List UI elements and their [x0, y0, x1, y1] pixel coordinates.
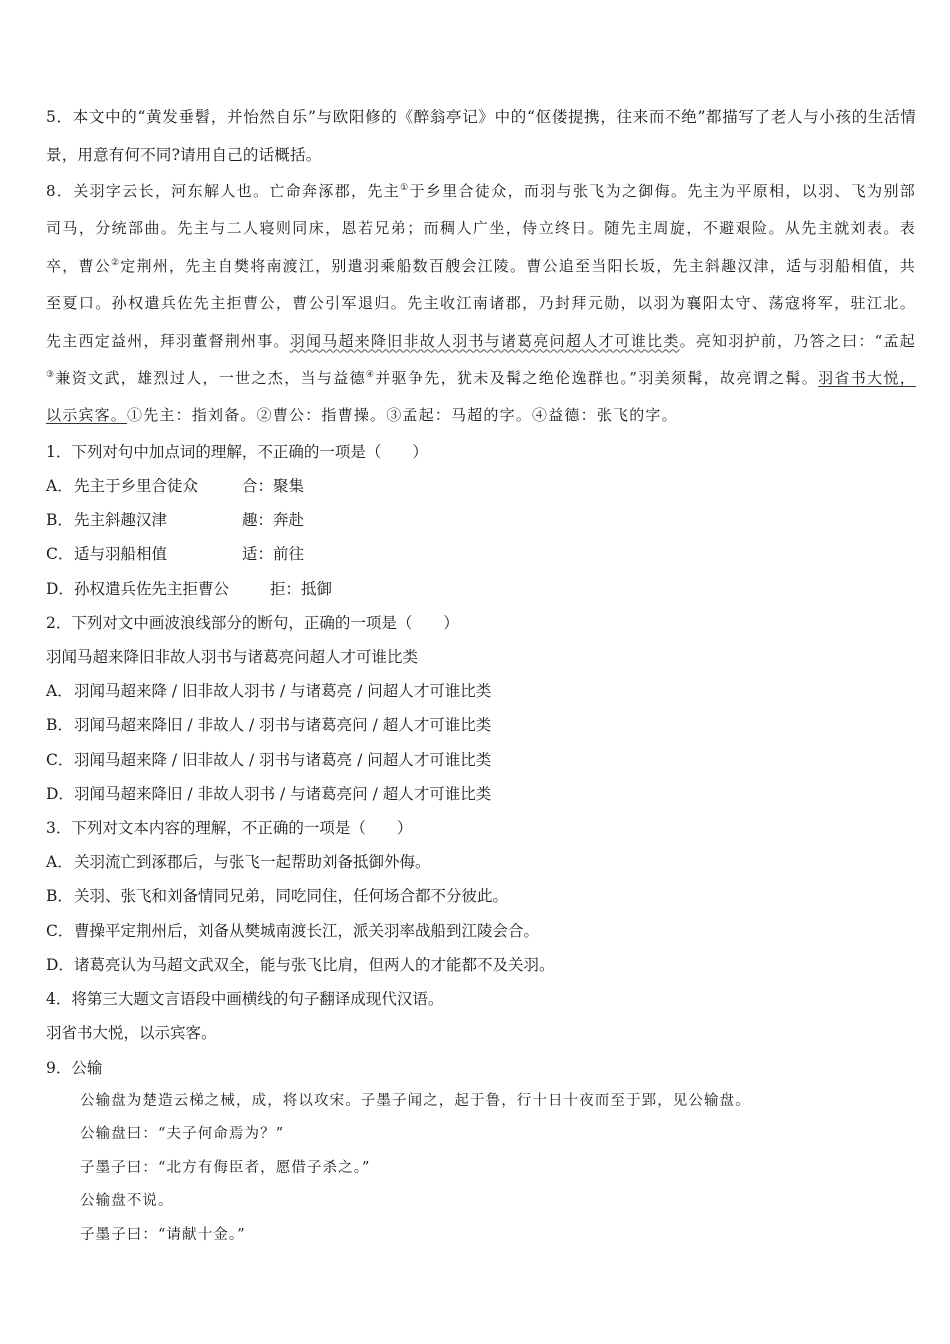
option-label: A．	[46, 477, 73, 496]
option-label: C．	[46, 545, 74, 564]
option-text: 羽闻马超来降旧 / 非故人 / 羽书与诸葛亮问 / 超人才可谁比类	[74, 716, 492, 735]
option-label: D．	[46, 955, 74, 974]
sub-question-4-quote: 羽省书大悦，以示宾客。	[46, 1024, 217, 1043]
sub-question-3-option-c[interactable]	[46, 914, 916, 948]
sub-question-1-option-c[interactable]	[46, 537, 916, 571]
sub-question-1-stem: 1．下列对句中加点词的理解，不正确的一项是（ ）	[46, 442, 428, 461]
passage-line: 公输盘曰：“夫子何命焉为？”	[80, 1126, 285, 1143]
underlined-sentence: 羽省书大悦，以示宾客。	[46, 369, 916, 425]
option-text: 关羽、张飞和刘备情同兄弟，同吃同住，任何场合都不分彼此。	[74, 887, 509, 906]
option-gloss: 拒：抵御	[270, 579, 333, 598]
sub-question-2-stem: 2．下列对文中画波浪线部分的断句，正确的一项是（ ）	[46, 613, 459, 632]
option-text: 羽闻马超来降 / 旧非故人羽书 / 与诸葛亮 / 问超人才可谁比类	[74, 682, 492, 701]
passage-part-2: 于乡里合徒众，而羽与张飞为之御侮。先主为平原相，以羽、飞为别部司马，分统部曲。先主与二人寝则同床，恩若兄弟；而稠人广坐，侍立终日。随先主周旋，不避艰险。从先主就刘表。表卒，曹公	[46, 182, 916, 275]
passage-footnotes: ①先主：指刘备。②曹公：指曹操。③孟起：马超的字。④益德：张飞的字。	[127, 406, 678, 425]
question-5-text: 5．本文中的“黄发垂髫，并怡然自乐”与欧阳修的《醉翁亭记》中的“伛偻提携，往来而不绝”都描写了老人与小孩的生活情景，用意有何不同?请用自己的话概括。	[46, 108, 916, 164]
option-gloss: 趣：奔赴	[242, 511, 305, 530]
sub-question-2-option-b[interactable]	[46, 708, 916, 742]
option-text: 适与羽船相值	[74, 545, 168, 564]
option-label: C．	[46, 921, 74, 940]
sub-question-3	[46, 811, 916, 982]
question-9-title: 9．公输	[46, 1058, 103, 1077]
passage-part-4: 。亮知羽护前，乃答之曰：“孟起	[679, 331, 916, 350]
footnote-marker-4: ④	[365, 370, 376, 381]
option-label: A．	[46, 853, 73, 872]
sub-question-1-option-a[interactable]	[46, 469, 916, 503]
option-label: D．	[46, 579, 74, 598]
sub-question-3-option-a[interactable]	[46, 845, 916, 879]
document-page	[46, 98, 916, 1253]
sub-question-3-option-b[interactable]	[46, 879, 916, 913]
option-gloss: 适：前往	[242, 545, 305, 564]
sub-question-2-quote: 羽闻马超来降旧非故人羽书与诸葛亮问超人才可谁比类	[46, 648, 419, 667]
sub-question-2-option-a[interactable]	[46, 674, 916, 708]
footnote-marker-2: ②	[110, 257, 121, 268]
footnote-marker-3: ③	[46, 370, 56, 381]
option-label: B．	[46, 511, 73, 530]
option-text: 羽闻马超来降 / 旧非故人 / 羽书与诸葛亮 / 问超人才可谁比类	[74, 750, 492, 769]
option-label: B．	[46, 887, 73, 906]
passage-line: 公输盘为楚造云梯之械，成，将以攻宋。子墨子闻之，起于鲁，行十日十夜而至于郢，见公输盘。	[80, 1092, 751, 1109]
option-label: A．	[46, 682, 73, 701]
passage-line: 子墨子曰：“请献十金。”	[80, 1227, 246, 1244]
passage-part-5: 兼资文武，雄烈过人，一世之杰，当与益德	[55, 369, 366, 388]
sub-question-2-option-c[interactable]	[46, 743, 916, 777]
option-label: B．	[46, 716, 73, 735]
question-9	[46, 1051, 916, 1253]
passage-part-3: 定荆州，先主自樊将南渡江，别遣羽乘船数百艘会江陵。曹公追至当阳长坂，先主斜趣汉津，适与羽船相值，共至夏口。孙权遣兵佐先主拒曹公，曹公引军退归。先主收江南诸郡，乃封拜元勋，以羽为襄阳太守、荡寇将军，驻江北。先主西定益州，拜羽董督荆州事。	[46, 256, 916, 350]
sub-question-2	[46, 606, 916, 811]
question-9-passage	[46, 1085, 916, 1253]
sub-question-4-stem: 4．将第三大题文言语段中画横线的句子翻译成现代汉语。	[46, 990, 444, 1009]
sub-question-4	[46, 982, 916, 1050]
passage-line: 子墨子曰：“北方有侮臣者，愿借子杀之。”	[80, 1159, 371, 1176]
option-text: 孙权遣兵佐先主拒曹公	[74, 579, 230, 598]
passage-part-6: 并驱争先，犹未及髯之绝伦逸群也。”羽美须髯，故亮谓之髯。	[375, 369, 819, 388]
option-text: 诸葛亮认为马超文武双全，能与张飞比肩，但两人的才能都不及关羽。	[74, 955, 555, 974]
sub-question-1-option-d[interactable]	[46, 572, 916, 606]
option-text: 先主于乡里合徒众	[74, 477, 199, 496]
passage-line: 公输盘不说。	[80, 1193, 174, 1210]
option-text: 羽闻马超来降旧 / 非故人羽书 / 与诸葛亮问 / 超人才可谁比类	[74, 784, 492, 803]
question-8-passage	[46, 173, 916, 435]
option-text: 先主斜趣汉津	[74, 511, 168, 530]
question-8-number: 8．	[46, 182, 74, 200]
passage-part-1: 关羽字云长，河东解人也。亡命奔涿郡，先主	[73, 182, 401, 200]
sub-question-1-option-b[interactable]	[46, 503, 916, 537]
option-gloss: 合：聚集	[242, 477, 305, 496]
question-5	[46, 98, 916, 174]
sub-question-3-stem: 3．下列对文本内容的理解，不正确的一项是（ ）	[46, 819, 413, 838]
option-label: D．	[46, 784, 74, 803]
option-text: 关羽流亡到涿郡后，与张飞一起帮助刘备抵御外侮。	[74, 853, 431, 872]
footnote-marker-1: ①	[400, 183, 410, 193]
sub-question-1	[46, 435, 916, 606]
sub-question-3-option-d[interactable]	[46, 948, 916, 982]
sub-question-2-option-d[interactable]	[46, 777, 916, 811]
wavy-underlined-sentence: 羽闻马超来降旧非故人羽书与诸葛亮问超人才可谁比类	[289, 331, 680, 350]
option-label: C．	[46, 750, 74, 769]
option-text: 曹操平定荆州后，刘备从樊城南渡长江，派关羽率战船到江陵会合。	[74, 921, 540, 940]
